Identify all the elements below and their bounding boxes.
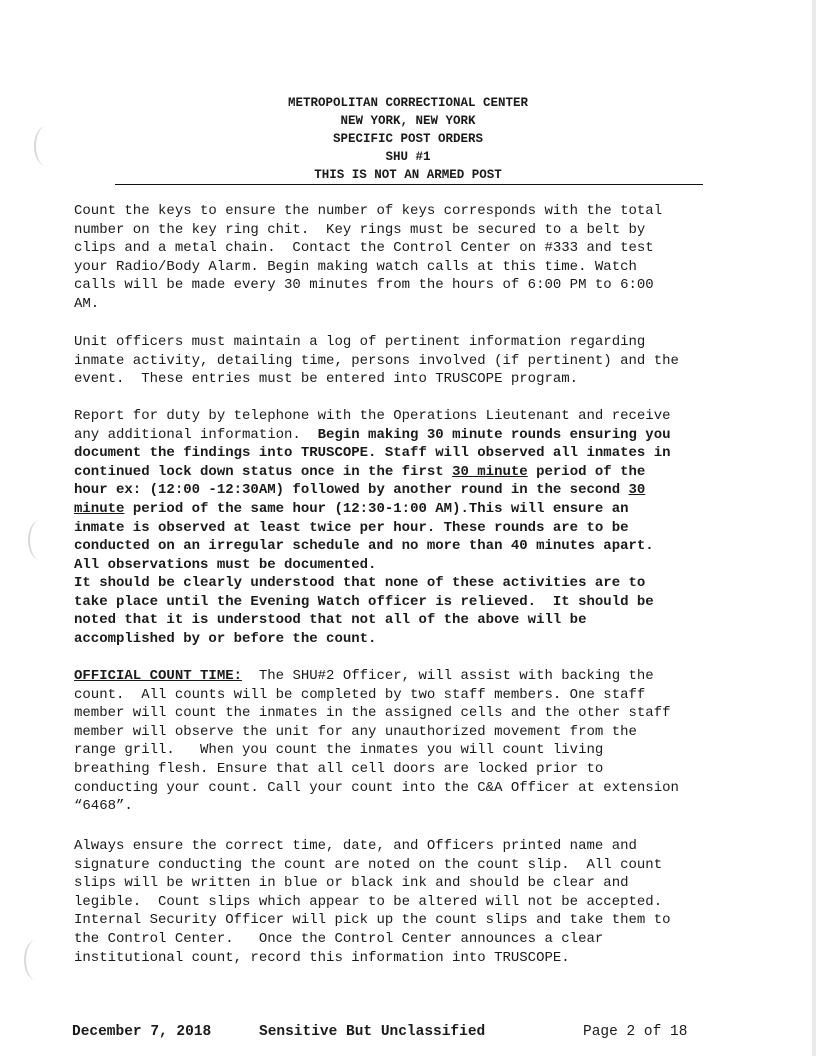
text-line: Report for duty by telephone with the Operations Lieutenant and receive — [74, 408, 671, 424]
text-line: AM. — [74, 295, 100, 312]
underlined-text: 30 — [628, 482, 646, 499]
text-line: event. These entries must be entered into TRUSCOPE program. — [74, 371, 579, 388]
bold-text-line: noted that it is understood that not all of the above will be — [74, 612, 587, 629]
bold-text-line: All observations must be documented. — [74, 556, 377, 573]
punch-hole-mark — [28, 520, 52, 560]
text-line: legible. Count slips which appear to be altered will not be accepted. — [74, 893, 663, 910]
header-armed-status: THIS IS NOT AN ARMED POST — [314, 168, 502, 182]
text-span: continued lock down status once in the first — [74, 463, 453, 480]
paragraph-log — [74, 333, 750, 389]
header-location: NEW YORK, NEW YORK — [340, 114, 476, 128]
text-line: Unit officers must maintain a log of pertinent information regarding — [74, 334, 646, 350]
header-institution: METROPOLITAN CORRECTIONAL CENTER — [287, 96, 529, 110]
text-span: period of the same hour (12:30-1:00 AM).This will ensure an — [124, 500, 629, 517]
page-footer — [0, 1024, 816, 1056]
paragraph-keys — [74, 202, 750, 314]
text-line: institutional count, record this information into TRUSCOPE. — [74, 949, 570, 966]
text-span: The SHU#2 Officer, will assist with backing the — [242, 668, 654, 684]
header-post: SHU #1 — [385, 150, 431, 164]
bold-text-line: take place until the Evening Watch officer is relieved. It should be — [74, 593, 654, 610]
text-line: calls will be made every 30 minutes from the hours of 6:00 PM to 6:00 — [74, 277, 654, 294]
bold-text-line: conducted on an irregular schedule and no more than 40 minutes apart. — [74, 538, 654, 555]
text-line: member will observe the unit for any unauthorized movement from the — [74, 723, 637, 740]
underlined-text: minute — [74, 500, 125, 517]
section-heading: OFFICIAL COUNT TIME: — [74, 668, 243, 684]
text-line: number on the key ring chit. Key rings must be secured to a belt by — [74, 221, 646, 238]
text-line: Internal Security Officer will pick up the count slips and take them to — [74, 912, 671, 929]
footer-classification: Sensitive But Unclassified — [259, 1024, 486, 1040]
paragraph-rounds — [74, 407, 750, 574]
bold-text: Begin making 30 minute rounds ensuring you — [317, 426, 671, 443]
text-line: “6468”. — [74, 798, 133, 815]
text-line: Always ensure the correct time, date, and Officers printed name and — [74, 838, 637, 854]
bold-text-line: document the findings into TRUSCOPE. Staff will observed all inmates in — [74, 445, 671, 462]
bold-text-line: accomplished by or before the count. — [74, 630, 377, 647]
text-line: signature conducting the count are noted on the count slip. All count — [74, 856, 663, 873]
text-line: count. All counts will be completed by two staff members. One staff — [74, 686, 646, 703]
text-span: any additional information. — [74, 426, 318, 443]
punch-hole-mark — [24, 940, 48, 980]
header-divider — [115, 184, 703, 185]
bold-text-line — [74, 500, 750, 519]
paragraph-count-time — [74, 667, 750, 816]
header-doc-type: SPECIFIC POST ORDERS — [332, 132, 484, 146]
text-line — [74, 426, 750, 445]
text-line: member will count the inmates in the assigned cells and the other staff — [74, 705, 671, 722]
document-header — [0, 94, 816, 184]
bold-text-line: inmate is observed at least twice per hour. These rounds are to be — [74, 519, 629, 536]
text-span: period of the — [527, 463, 646, 480]
text-line: the Control Center. Once the Control Center announces a clear — [74, 930, 604, 947]
text-span: hour ex: (12:00 -12:30AM) followed by another round in the second — [74, 482, 629, 499]
text-line: slips will be written in blue or black ink and should be clear and — [74, 875, 629, 892]
text-line: clips and a metal chain. Contact the Control Center on #333 and test — [74, 240, 654, 257]
text-line: breathing flesh. Ensure that all cell doors are locked prior to — [74, 760, 604, 777]
underlined-text: 30 minute — [452, 463, 528, 480]
text-line: your Radio/Body Alarm. Begin making watch calls at this time. Watch — [74, 258, 637, 275]
footer-page-number: Page 2 of 18 — [583, 1024, 688, 1040]
text-line: range grill. When you count the inmates you will count living — [74, 742, 604, 759]
bold-text-line: It should be clearly understood that none of these activities are to — [74, 575, 646, 591]
text-line: Count the keys to ensure the number of keys corresponds with the total — [74, 203, 663, 219]
text-line: conducting your count. Call your count into the C&A Officer at extension — [74, 779, 679, 796]
text-line — [74, 667, 750, 686]
paragraph-understanding — [74, 574, 750, 648]
bold-text-line — [74, 463, 750, 482]
footer-date: December 7, 2018 — [72, 1024, 212, 1040]
bold-text-line — [74, 481, 750, 500]
paragraph-count-slips — [74, 837, 750, 967]
text-line: inmate activity, detailing time, persons involved (if pertinent) and the — [74, 352, 679, 369]
